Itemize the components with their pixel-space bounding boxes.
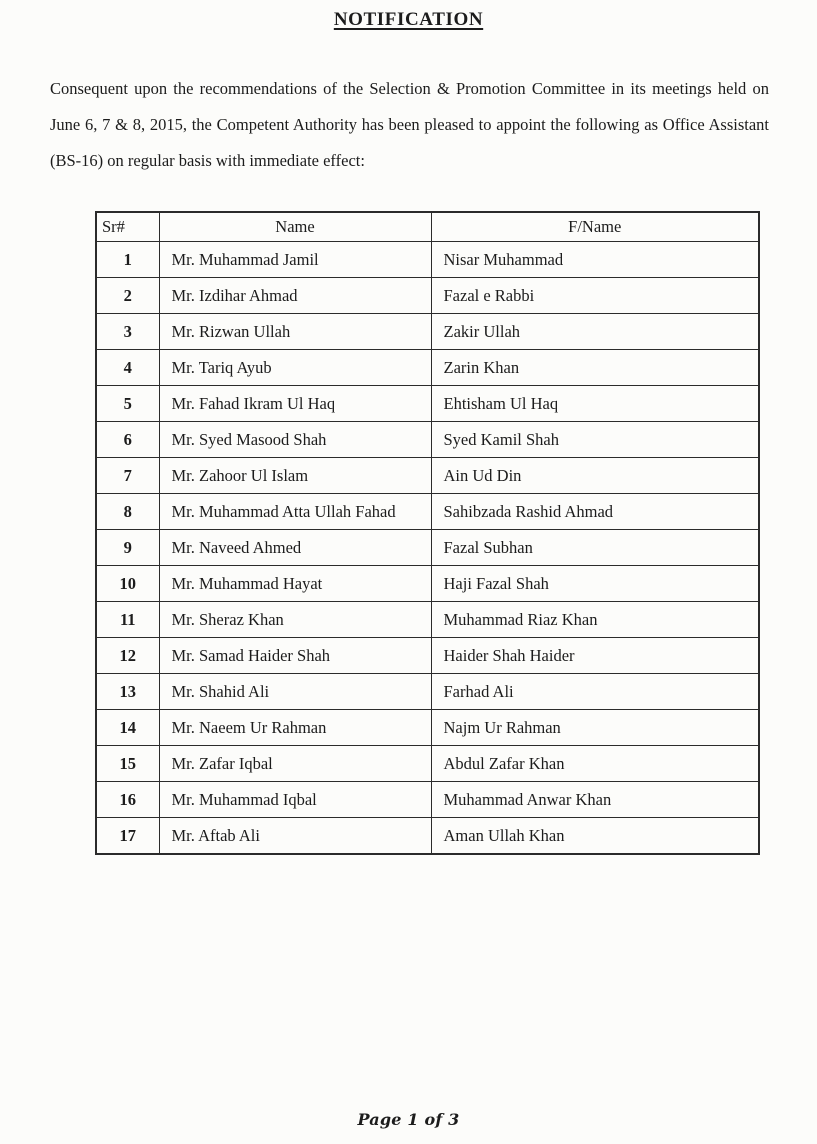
cell-name: Mr. Fahad Ikram Ul Haq bbox=[159, 385, 431, 421]
cell-name: Mr. Syed Masood Shah bbox=[159, 421, 431, 457]
cell-sr: 9 bbox=[96, 529, 159, 565]
cell-fname: Zakir Ullah bbox=[431, 313, 759, 349]
appointments-table bbox=[95, 211, 760, 855]
cell-fname: Muhammad Riaz Khan bbox=[431, 601, 759, 637]
table-row bbox=[96, 385, 759, 421]
table-row bbox=[96, 421, 759, 457]
intro-paragraph: Consequent upon the recommendations of the Selection & Promotion Committee in its meetings held on June 6, 7 & 8, 2015, the Competent Authority has been pleased to appoint the following as Office Assistant (BS-16) on regular basis with immediate effect: bbox=[50, 79, 769, 170]
cell-name: Mr. Aftab Ali bbox=[159, 817, 431, 854]
table-row bbox=[96, 241, 759, 277]
cell-fname: Sahibzada Rashid Ahmad bbox=[431, 493, 759, 529]
cell-name: Mr. Zafar Iqbal bbox=[159, 745, 431, 781]
cell-name: Mr. Rizwan Ullah bbox=[159, 313, 431, 349]
table-row bbox=[96, 673, 759, 709]
cell-name: Mr. Muhammad Iqbal bbox=[159, 781, 431, 817]
cell-fname: Syed Kamil Shah bbox=[431, 421, 759, 457]
page-number: Page 1 of 3 bbox=[357, 1110, 460, 1129]
cell-fname: Ehtisham Ul Haq bbox=[431, 385, 759, 421]
cell-fname: Haider Shah Haider bbox=[431, 637, 759, 673]
table-row bbox=[96, 349, 759, 385]
cell-sr: 12 bbox=[96, 637, 159, 673]
cell-sr: 13 bbox=[96, 673, 159, 709]
cell-fname: Fazal e Rabbi bbox=[431, 277, 759, 313]
cell-name: Mr. Samad Haider Shah bbox=[159, 637, 431, 673]
cell-sr: 15 bbox=[96, 745, 159, 781]
cell-sr: 5 bbox=[96, 385, 159, 421]
cell-name: Mr. Muhammad Jamil bbox=[159, 241, 431, 277]
cell-fname: Ain Ud Din bbox=[431, 457, 759, 493]
cell-fname: Muhammad Anwar Khan bbox=[431, 781, 759, 817]
cell-sr: 10 bbox=[96, 565, 159, 601]
cell-fname: Haji Fazal Shah bbox=[431, 565, 759, 601]
cell-fname: Najm Ur Rahman bbox=[431, 709, 759, 745]
cell-name: Mr. Zahoor Ul Islam bbox=[159, 457, 431, 493]
table-row bbox=[96, 781, 759, 817]
table-row bbox=[96, 817, 759, 854]
table-row bbox=[96, 745, 759, 781]
cell-name: Mr. Tariq Ayub bbox=[159, 349, 431, 385]
cell-sr: 6 bbox=[96, 421, 159, 457]
cell-sr: 3 bbox=[96, 313, 159, 349]
table-row bbox=[96, 313, 759, 349]
table-row bbox=[96, 709, 759, 745]
cell-fname: Fazal Subhan bbox=[431, 529, 759, 565]
cell-fname: Zarin Khan bbox=[431, 349, 759, 385]
cell-sr: 14 bbox=[96, 709, 159, 745]
table-row bbox=[96, 565, 759, 601]
cell-sr: 2 bbox=[96, 277, 159, 313]
cell-sr: 16 bbox=[96, 781, 159, 817]
cell-name: Mr. Muhammad Atta Ullah Fahad bbox=[159, 493, 431, 529]
cell-name: Mr. Shahid Ali bbox=[159, 673, 431, 709]
cell-sr: 7 bbox=[96, 457, 159, 493]
cell-sr: 17 bbox=[96, 817, 159, 854]
table-row bbox=[96, 457, 759, 493]
cell-name: Mr. Muhammad Hayat bbox=[159, 565, 431, 601]
table-row bbox=[96, 637, 759, 673]
column-header-fname: F/Name bbox=[431, 212, 759, 241]
cell-name: Mr. Naveed Ahmed bbox=[159, 529, 431, 565]
cell-name: Mr. Sheraz Khan bbox=[159, 601, 431, 637]
cell-fname: Abdul Zafar Khan bbox=[431, 745, 759, 781]
column-header-sr: Sr# bbox=[96, 212, 159, 241]
table-row bbox=[96, 277, 759, 313]
cell-sr: 4 bbox=[96, 349, 159, 385]
table-header-row bbox=[96, 212, 759, 241]
cell-name: Mr. Naeem Ur Rahman bbox=[159, 709, 431, 745]
cell-name: Mr. Izdihar Ahmad bbox=[159, 277, 431, 313]
cell-sr: 11 bbox=[96, 601, 159, 637]
cell-fname: Nisar Muhammad bbox=[431, 241, 759, 277]
cell-fname: Farhad Ali bbox=[431, 673, 759, 709]
table-row bbox=[96, 601, 759, 637]
column-header-name: Name bbox=[159, 212, 431, 241]
appointments-table-body bbox=[96, 241, 759, 854]
table-row bbox=[96, 529, 759, 565]
cell-sr: 1 bbox=[96, 241, 159, 277]
table-row bbox=[96, 493, 759, 529]
cell-sr: 8 bbox=[96, 493, 159, 529]
cell-fname: Aman Ullah Khan bbox=[431, 817, 759, 854]
page-title: NOTIFICATION bbox=[333, 9, 484, 30]
